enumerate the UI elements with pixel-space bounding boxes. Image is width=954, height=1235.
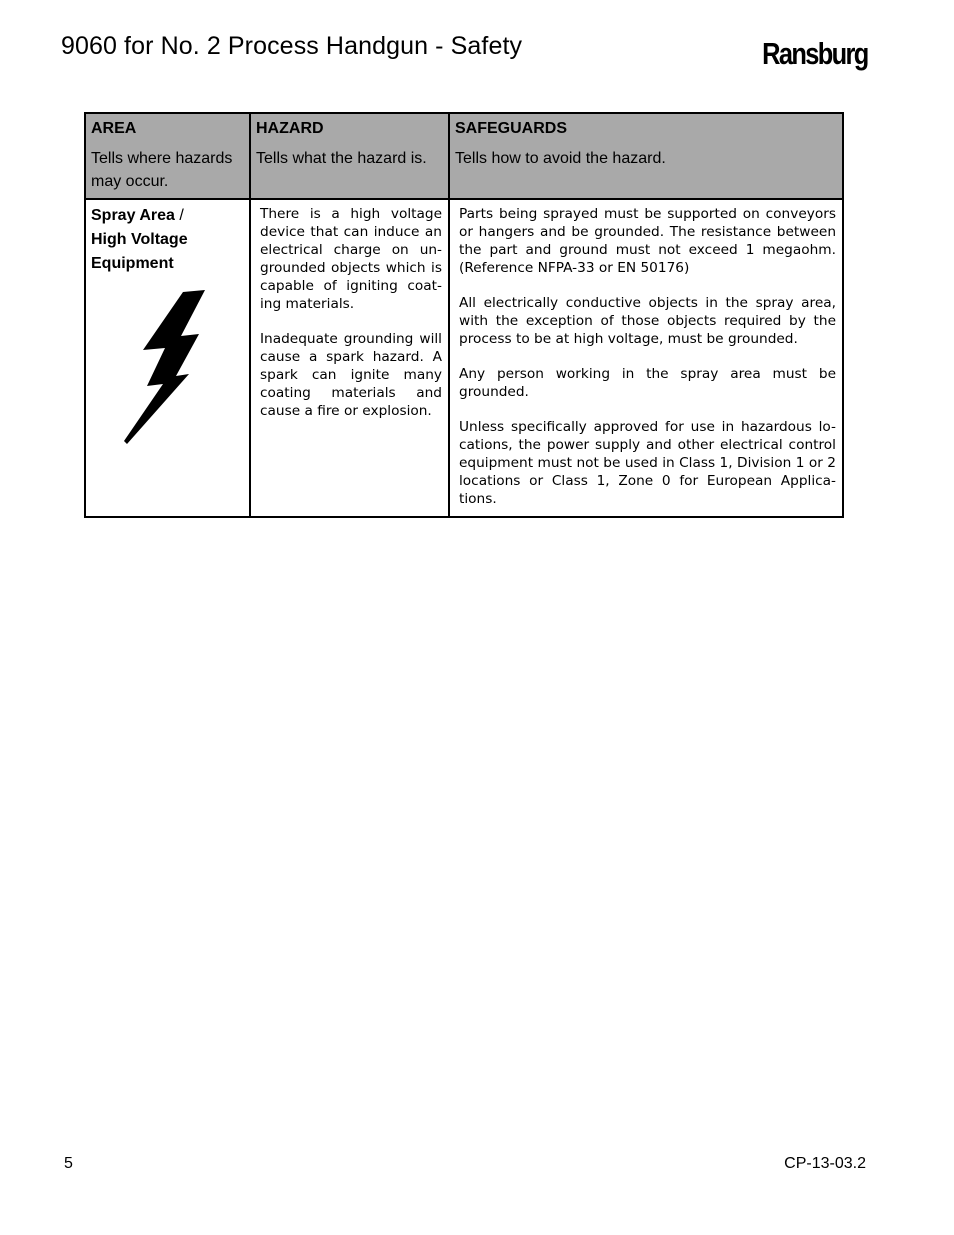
safeguard-paragraph: All electrically conductive objects in the spray area, with the exception of those objects required by the process to be at high voltage, must be grounded. — [459, 295, 836, 347]
brand-logo: Ransburg — [762, 36, 868, 71]
area-name-slash: / — [174, 207, 184, 224]
safeguards-cell — [449, 199, 843, 517]
area-name — [91, 204, 244, 276]
area-name-line3: Equipment — [91, 255, 174, 272]
hazard-paragraph: There is a high voltage device that can induce an electrical charge on un-grounded objects which is capable of igniting coat-ing materials. — [260, 206, 442, 312]
hazard-paragraph: Inadequate grounding will cause a spark hazard. A spark can ignite many coating materials and cause a fire or explosion. — [260, 331, 442, 419]
column-description-hazard: Tells what the hazard is. — [256, 150, 427, 167]
column-label-hazard: HAZARD — [256, 120, 324, 137]
column-description-area: Tells where hazards may occur. — [91, 150, 233, 190]
safeguard-paragraph: Unless specifically approved for use in hazardous lo-cations, the power supply and other electrical control equipment must not be used in Class 1, Division 1 or 2 locations or Class 1, Zone 0 for European Applica-tions. — [459, 419, 836, 507]
header-cell-area — [85, 113, 250, 199]
hazard-cell — [250, 199, 449, 517]
document-code: CP-13-03.2 — [784, 1155, 866, 1172]
area-cell — [85, 199, 250, 517]
column-label-safeguards: SAFEGUARDS — [455, 120, 568, 137]
page-number: 5 — [64, 1155, 73, 1172]
header-cell-safeguards — [449, 113, 843, 199]
safety-table — [84, 112, 844, 518]
header-cell-hazard — [250, 113, 449, 199]
area-name-line1: Spray Area — [91, 207, 175, 224]
table-row — [85, 199, 843, 517]
safeguard-paragraph: Any person working in the spray area must be grounded. — [459, 366, 836, 400]
page-title: 9060 for No. 2 Process Handgun - Safety — [61, 32, 523, 60]
column-description-safeguards: Tells how to avoid the hazard. — [455, 150, 666, 167]
area-name-line2: High Voltage — [91, 231, 188, 248]
table-header-row — [85, 113, 843, 199]
lightning-bolt-icon — [113, 290, 209, 446]
column-label-area: AREA — [91, 120, 137, 137]
safeguard-paragraph: Parts being sprayed must be supported on conveyors or hangers and be grounded. The resistance between the part and ground must not exceed 1 megaohm. (Reference NFPA-33 or EN 50176) — [459, 206, 836, 276]
